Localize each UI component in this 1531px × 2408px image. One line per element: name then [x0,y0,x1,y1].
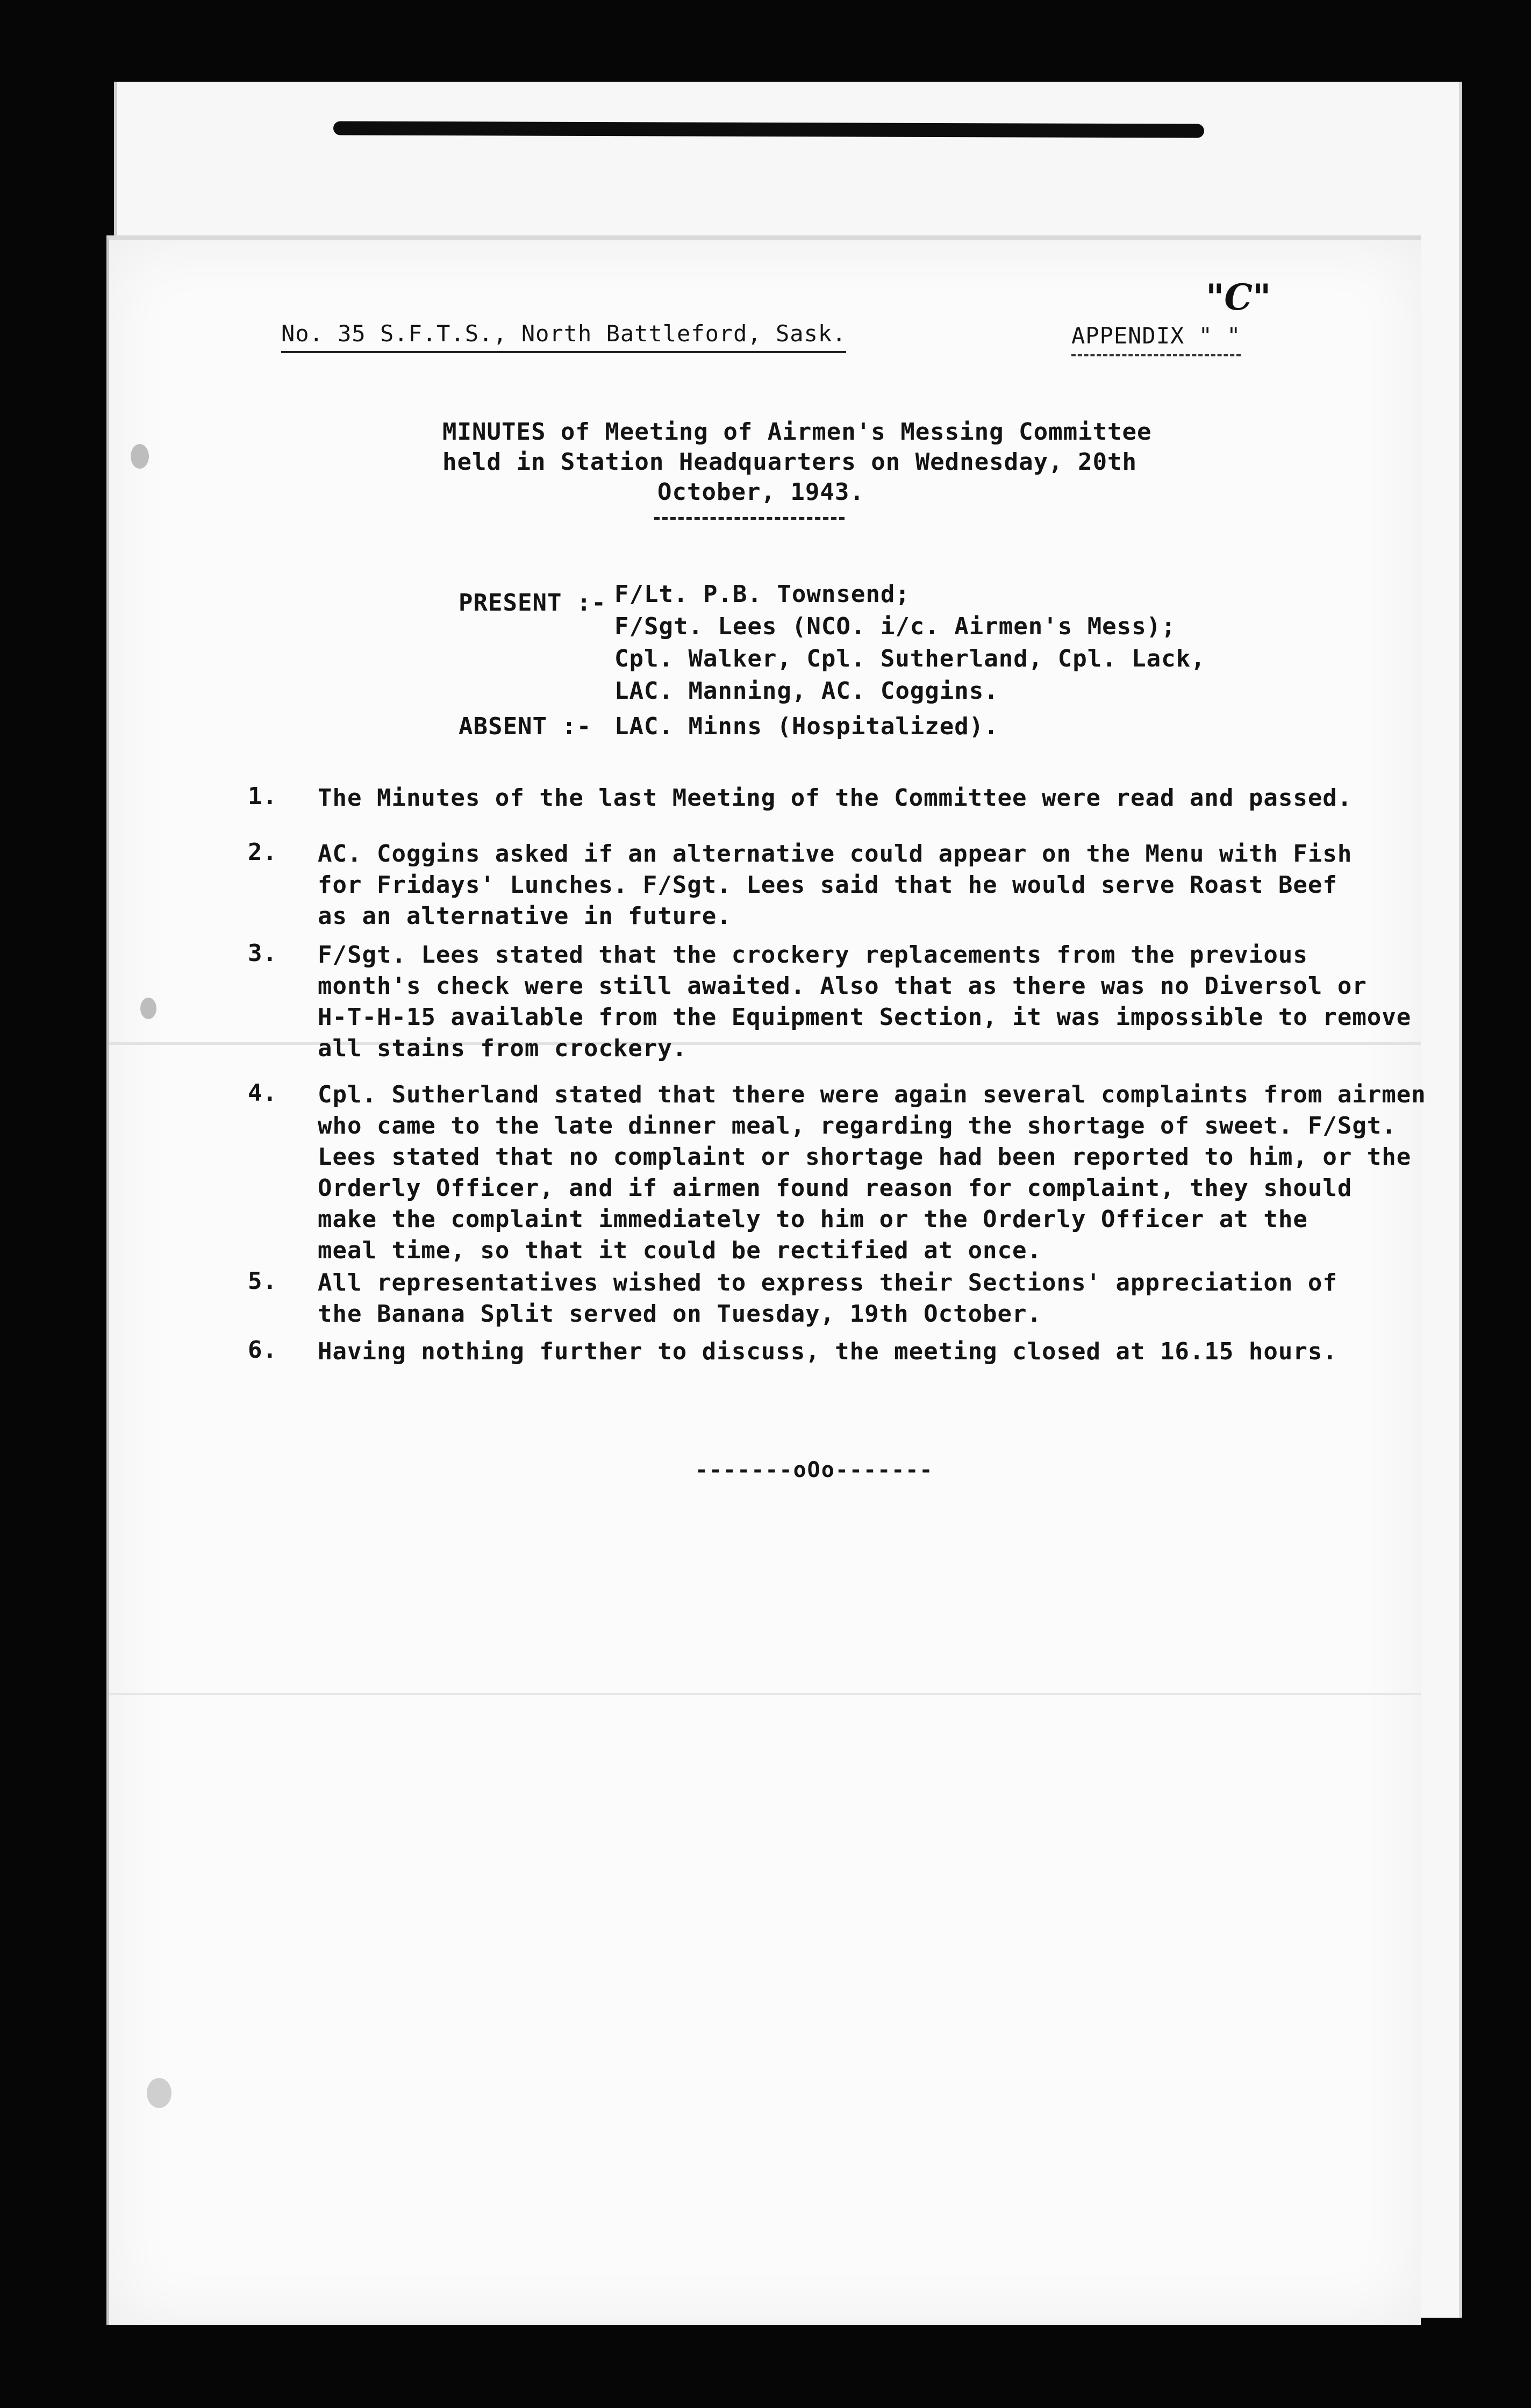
title-line: October, 1943. [657,478,864,506]
title-line: held in Station Headquarters on Wednesday, 20th [442,448,1137,476]
item-line: Cpl. Sutherland stated that there were again several complaints from airmen [318,1081,1426,1108]
item-number: 5. [248,1267,277,1295]
item-line: Lees stated that no complaint or shortage had been reported to him, or the [318,1143,1412,1171]
closing-mark: -------oOo------- [695,1458,934,1482]
paper-blemish [147,2078,171,2108]
item-line: who came to the late dinner meal, regarding the shortage of sweet. F/Sgt. [318,1112,1397,1140]
top-black-rule [333,121,1204,138]
item-line: The Minutes of the last Meeting of the Committee were read and passed. [318,784,1353,812]
item-line: H-T-H-15 available from the Equipment Section, it was impossible to remove [318,1004,1412,1031]
appendix-letter: "C" [1206,276,1271,318]
paper-blemish [140,998,156,1019]
item-number: 4. [248,1079,277,1107]
item-line: Orderly Officer, and if airmen found reason for complaint, they should [318,1174,1353,1202]
item-text [318,838,1352,932]
title-underline [654,517,845,520]
item-line: AC. Coggins asked if an alternative could appear on the Menu with Fish [318,840,1353,868]
item-text [318,783,1352,814]
item-line: Having nothing further to discuss, the meeting closed at 16.15 hours. [318,1338,1337,1365]
item-line: the Banana Split served on Tuesday, 19th October. [318,1300,1042,1328]
absent-text: LAC. Minns (Hospitalized). [614,713,999,740]
title-line: MINUTES of Meeting of Airmen's Messing Committee [442,418,1152,446]
item-line: month's check were still awaited. Also that as there was no Diversol or [318,972,1367,1000]
present-line: LAC. Manning, AC. Coggins. [614,677,999,705]
present-line: F/Lt. P.B. Townsend; [614,580,910,608]
item-line: F/Sgt. Lees stated that the crockery replacements from the previous [318,941,1308,969]
paper-blemish [131,444,149,469]
item-number: 3. [248,940,277,967]
item-number: 6. [248,1336,277,1364]
item-line: all stains from crockery. [318,1035,688,1062]
item-text [318,940,1411,1064]
appendix-marker [1071,276,1270,357]
item-number: 2. [248,838,277,866]
item-number: 1. [248,783,277,810]
unit-header: No. 35 S.F.T.S., North Battleford, Sask. [281,320,846,353]
item-line: make the complaint immediately to him or the Orderly Officer at the [318,1206,1308,1233]
item-line: for Fridays' Lunches. F/Sgt. Lees said that he would serve Roast Beef [318,871,1337,899]
appendix-label: APPENDIX " " [1071,322,1241,356]
item-text [318,1079,1426,1266]
item-line: as an alternative in future. [318,902,732,930]
present-label: PRESENT :- [459,589,606,617]
present-line: Cpl. Walker, Cpl. Sutherland, Cpl. Lack, [614,645,1206,672]
item-line: meal time, so that it could be rectified at once. [318,1237,1042,1264]
document-page [106,235,1426,2325]
present-list [614,578,1206,707]
document-title [442,417,1195,507]
item-text [318,1267,1337,1330]
fold-line [109,1693,1421,1695]
present-line: F/Sgt. Lees (NCO. i/c. Airmen's Mess); [614,613,1176,640]
item-line: All representatives wished to express their Sections' appreciation of [318,1269,1337,1296]
absent-label: ABSENT :- [459,713,592,740]
item-text [318,1336,1337,1367]
